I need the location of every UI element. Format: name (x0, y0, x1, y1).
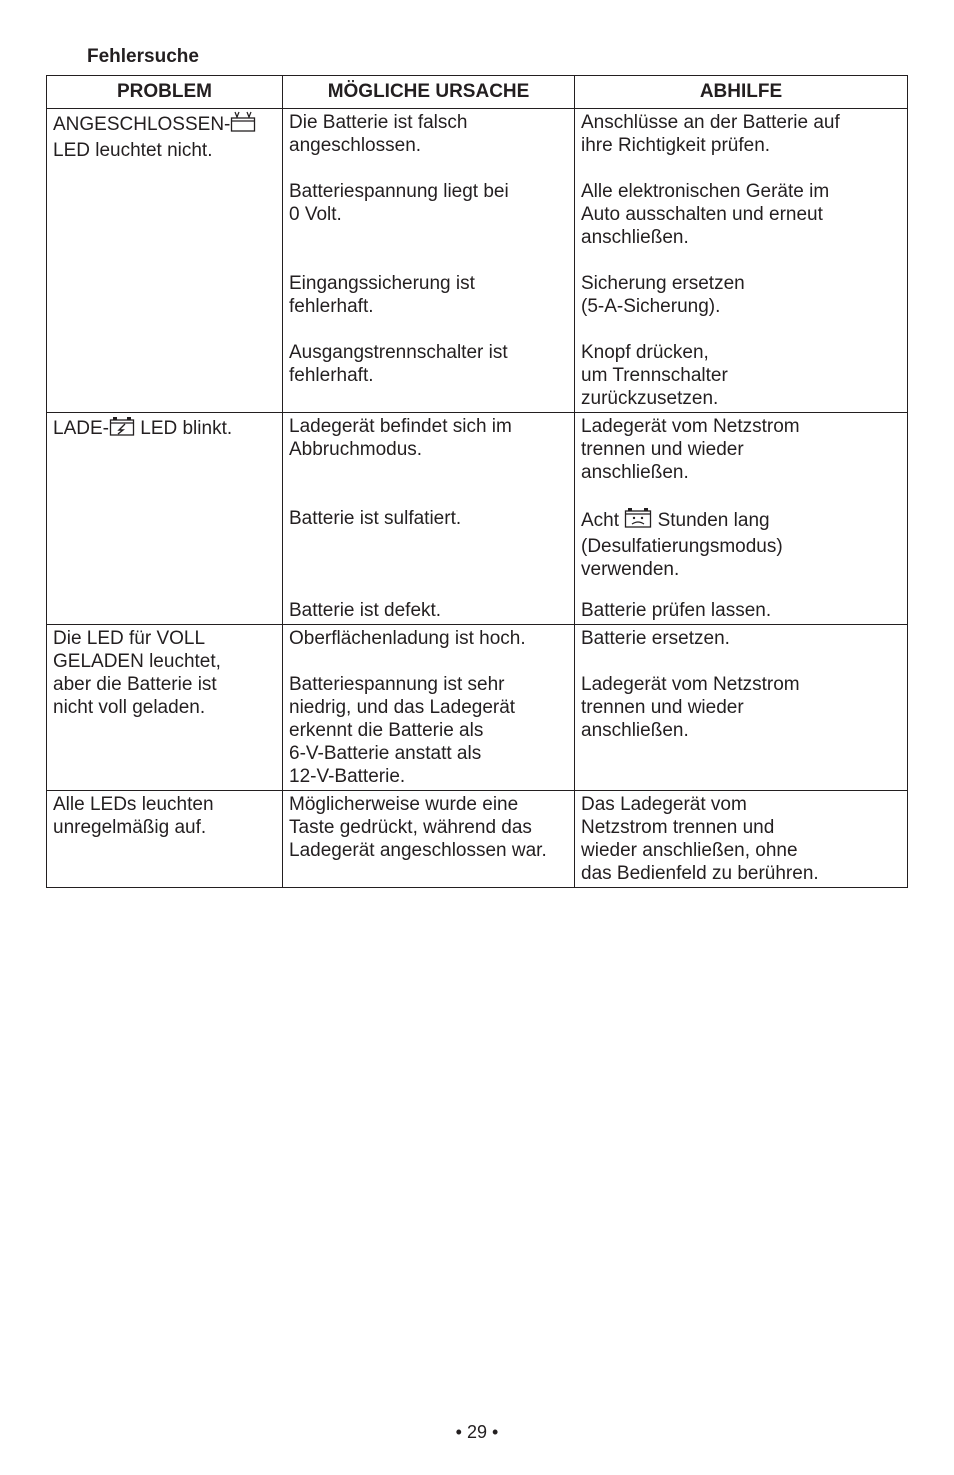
table-row (47, 625, 908, 791)
table-row (47, 413, 908, 625)
problem-cell (47, 791, 283, 888)
cause-text: Die Batterie ist falsch angeschlossen. (289, 112, 468, 156)
cause-text: Möglicherweise wurde eine Taste gedrückt, während das Ladegerät angeschlossen war. (289, 794, 547, 861)
section-title: Fehlersuche (87, 46, 199, 67)
cause-text: Ladegerät befindet sich im Abbruchmodus. (289, 416, 512, 460)
battery-charging-icon (109, 415, 135, 443)
remedy-text: Knopf drücken, um Trennschalter zurückzusetzen. (581, 342, 728, 409)
cause-cell (283, 625, 575, 791)
problem-cell (47, 109, 283, 413)
remedy-cell (575, 791, 908, 888)
cause-text: Eingangssicherung ist fehlerhaft. (289, 273, 475, 317)
remedy-text: Batterie ersetzen. (581, 628, 730, 649)
table-header-row (47, 76, 908, 109)
cause-cell (283, 109, 575, 413)
remedy-text: Ladegerät vom Netzstrom trennen und wieder anschließen. (581, 416, 800, 483)
page-number: • 29 • (455, 1422, 499, 1442)
cause-text: Batteriespannung ist sehr niedrig, und das Ladegerät erkennt die Batterie als 6-V-Batterie anstatt als 12-V-Batterie. (289, 674, 516, 787)
cause-text: Batterie ist defekt. (289, 600, 442, 621)
header-cause: MÖGLICHE URSACHE (283, 76, 575, 109)
problem-text: LED blinkt. (134, 418, 233, 439)
desulfation-icon (624, 507, 652, 535)
problem-text: LADE- (53, 418, 109, 439)
remedy-text: Alle elektronischen Geräte im Auto ausschalten und erneut anschließen. (581, 181, 830, 248)
cause-cell (283, 791, 575, 888)
cause-text: Oberflächenladung ist hoch. (289, 628, 526, 649)
remedy-text: Acht Stunden lang (Desulfatierungsmodus) verwenden. (581, 507, 901, 599)
remedy-text: Anschlüsse an der Batterie auf ihre Richtigkeit prüfen. (581, 112, 840, 156)
battery-connected-icon (230, 111, 256, 139)
cause-text: Batteriespannung liegt bei 0 Volt. (289, 181, 509, 225)
table-row (47, 109, 908, 413)
problem-text: LED leuchtet nicht. (53, 140, 213, 161)
cause-text: Batterie ist sulfatiert. (289, 508, 462, 529)
problem-cell (47, 625, 283, 791)
problem-text: ANGESCHLOSSEN- (53, 114, 231, 135)
remedy-cell (575, 109, 908, 413)
troubleshooting-table (46, 75, 908, 888)
remedy-cell (575, 625, 908, 791)
remedy-text: Batterie prüfen lassen. (581, 600, 772, 621)
remedy-cell (575, 413, 908, 625)
table-row (47, 791, 908, 888)
problem-cell (47, 413, 283, 625)
cause-text: Ausgangstrennschalter ist fehlerhaft. (289, 342, 508, 386)
header-problem: PROBLEM (47, 76, 283, 109)
header-remedy: ABHILFE (575, 76, 908, 109)
remedy-text: Das Ladegerät vom Netzstrom trennen und wieder anschließen, ohne das Bedienfeld zu berühren. (581, 794, 819, 884)
remedy-text: Ladegerät vom Netzstrom trennen und wieder anschließen. (581, 674, 800, 741)
remedy-text: Sicherung ersetzen (5-A-Sicherung). (581, 273, 745, 317)
problem-text: Die LED für VOLL GELADEN leuchtet, aber die Batterie ist nicht voll geladen. (53, 628, 221, 718)
problem-text: Alle LEDs leuchten unregelmäßig auf. (53, 794, 214, 838)
cause-cell (283, 413, 575, 625)
